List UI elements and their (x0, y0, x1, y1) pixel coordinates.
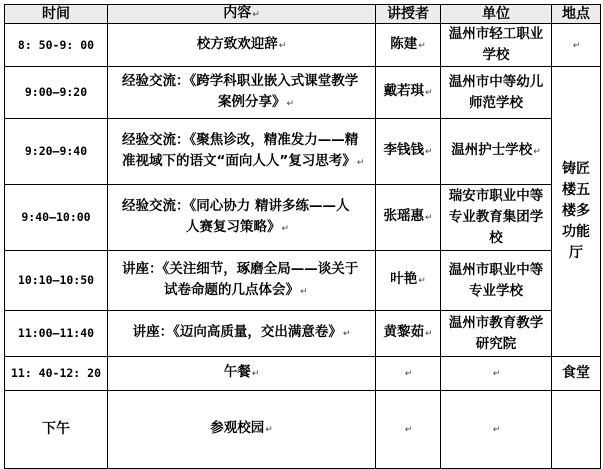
content-cell: 讲座：《迈向高质量，交出满意卷》↵ (108, 311, 376, 357)
header-location: 地点 (552, 5, 601, 24)
unit-cell: 温州护士学校↵ (441, 119, 552, 185)
unit-cell: ↵ (441, 391, 552, 469)
table-row (5, 391, 601, 469)
speaker-cell: ↵ (376, 357, 441, 391)
speaker-cell: 陈建↵ (376, 24, 441, 67)
unit-cell: 温州市中等幼儿 师范学校 (441, 67, 552, 119)
location-cell (552, 391, 601, 469)
time-cell: 9:40—10:00 (5, 185, 108, 251)
content-cell: 校方致欢迎辞↵ (108, 24, 376, 67)
speaker-cell: 张瑶惠↵ (376, 185, 441, 251)
header-content: 内容↵ (108, 5, 376, 24)
content-cell: 讲座：《关注细节，琢磨全局——谈关于 试卷命题的几点体会》↵ (108, 251, 376, 311)
unit-cell: ↵ (441, 357, 552, 391)
table-row (5, 67, 601, 119)
location-cell-lunch: 食堂 (552, 357, 601, 391)
speaker-cell: 叶艳↵ (376, 251, 441, 311)
unit-cell: 温州市职业中等 专业学校 (441, 251, 552, 311)
time-cell: 10:10—10:50 (5, 251, 108, 311)
header-row (5, 5, 601, 24)
unit-cell: 温州市轻工职业 学校 (441, 24, 552, 67)
time-cell: 下午 (5, 391, 108, 469)
unit-cell: 温州市教育教学 研究院 (441, 311, 552, 357)
content-cell: 午餐↵ (108, 357, 376, 391)
content-cell: 经验交流：《跨学科职业嵌入式课堂教学 案例分享》↵ (108, 67, 376, 119)
header-time: 时间 (5, 5, 108, 24)
speaker-cell: ↵ (376, 391, 441, 469)
table-row (5, 357, 601, 391)
header-unit: 单位 (441, 5, 552, 24)
header-speaker: 讲授者 (376, 5, 441, 24)
location-cell-main: 铸匠 楼五 楼多 功能 厅 (552, 67, 601, 357)
schedule-table (4, 4, 601, 469)
table-row (5, 311, 601, 357)
unit-cell: 瑞安市职业中等 专业教育集团学 校 (441, 185, 552, 251)
table-row (5, 185, 601, 251)
time-cell: 9:00—9:20 (5, 67, 108, 119)
time-cell: 11:00—11:40 (5, 311, 108, 357)
speaker-cell: 李钱钱↵ (376, 119, 441, 185)
time-cell: 9:20—9:40 (5, 119, 108, 185)
speaker-cell: 戴若琪↵ (376, 67, 441, 119)
time-cell: 11: 40-12: 20 (5, 357, 108, 391)
table-row (5, 24, 601, 67)
location-cell: ↵ (552, 24, 601, 67)
content-cell: 参观校园↵ (108, 391, 376, 469)
content-cell: 经验交流：《同心协力 精讲多练——人 人赛复习策略》↵ (108, 185, 376, 251)
table-row (5, 251, 601, 311)
time-cell: 8: 50-9: 00 (5, 24, 108, 67)
table-row (5, 119, 601, 185)
content-cell: 经验交流：《聚焦诊改，精准发力——精 准视域下的语文“面向人人”复习思考》↵ (108, 119, 376, 185)
speaker-cell: 黄黎茹↵ (376, 311, 441, 357)
